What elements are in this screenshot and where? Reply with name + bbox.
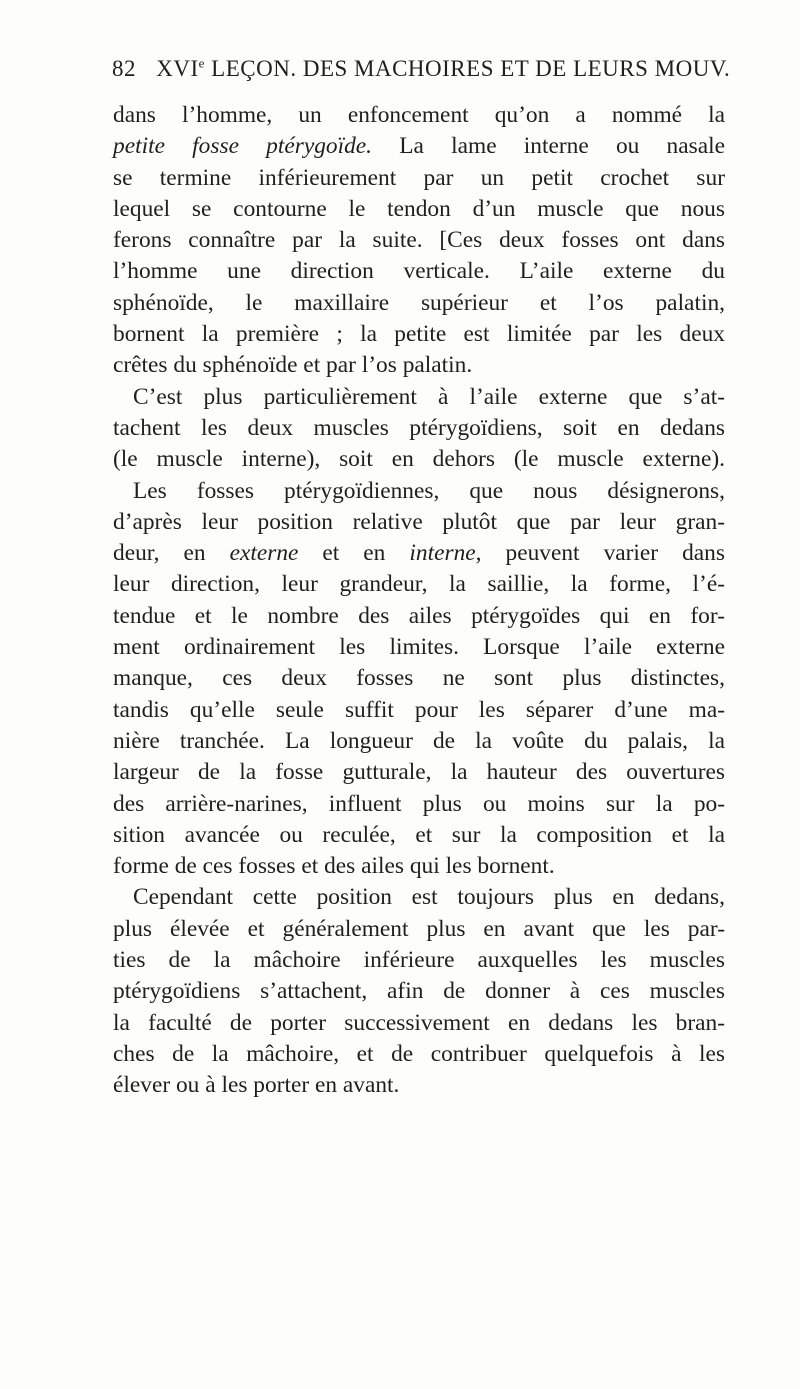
- body-text: [113, 100, 725, 1102]
- text-line: [113, 726, 725, 757]
- text-line: [113, 131, 725, 162]
- text-run: crêtes du sphénoïde et par l’os palatin.: [113, 352, 473, 379]
- text-line: [113, 350, 725, 381]
- text-line: [113, 444, 725, 475]
- text-run: dans l’homme, un enfoncement qu’on a nommé la: [113, 102, 725, 128]
- text-line: [113, 476, 725, 507]
- text-run: manque, ces deux fosses ne sont plus distinctes,: [113, 665, 725, 692]
- text-run: tendue et le nombre des ailes ptérygoïdes qui en for-: [113, 602, 725, 629]
- text-line: [113, 601, 725, 632]
- text-line: [113, 538, 725, 569]
- text-line: [113, 632, 725, 663]
- text-run: élever ou à les porter en avant.: [113, 1072, 400, 1099]
- text-run: leur direction, leur grandeur, la saillie, la forme, l’é-: [113, 571, 725, 598]
- text-run: ferons connaître par la suite. [Ces deux fosses ont dans: [113, 227, 725, 254]
- text-line: [113, 757, 725, 788]
- text-line: [113, 413, 725, 444]
- text-run: sition avancée ou reculée, et sur la composition et la: [113, 821, 725, 848]
- lecon-number: XVI: [156, 56, 199, 81]
- text-run: tachent les deux muscles ptérygoïdiens, soit en dedans: [113, 414, 725, 441]
- text-run: bornent la première ; la petite est limitée par les deux: [113, 321, 725, 348]
- text-run: , peuvent varier dans: [475, 540, 725, 567]
- text-run: d’après leur position relative plutôt que par leur gran-: [113, 508, 725, 535]
- text-line: [113, 1039, 725, 1070]
- text-line: [113, 163, 725, 194]
- text-line: [113, 820, 725, 851]
- italic-term: externe: [229, 540, 299, 567]
- text-line: [113, 851, 725, 882]
- text-run: ptérygoïdiens s’attachent, afin de donner à ces muscles: [113, 978, 725, 1005]
- text-run: (le muscle interne), soit en dehors (le muscle externe).: [113, 446, 725, 473]
- text-run: plus élevée et généralement plus en avant que les par-: [113, 915, 725, 942]
- text-line: [113, 945, 725, 976]
- text-run: des arrière-narines, influent plus ou moins sur la po-: [113, 790, 725, 817]
- text-line: [113, 695, 725, 726]
- text-run: et en: [298, 540, 410, 567]
- text-line: [113, 319, 725, 350]
- text-line: [113, 1070, 725, 1101]
- text-line: [113, 100, 725, 131]
- text-line: [113, 288, 725, 319]
- text-line: [113, 256, 725, 287]
- text-line: [113, 663, 725, 694]
- header-title: LEÇON. DES MACHOIRES ET DE LEURS MOUV.: [211, 56, 731, 81]
- italic-term: petite fosse ptérygoïde.: [113, 133, 373, 160]
- text-run: ment ordinairement les limites. Lorsque l’aile externe: [113, 634, 725, 661]
- text-run: forme de ces fosses et des ailes qui les bornent.: [113, 853, 555, 880]
- text-line: [113, 882, 725, 913]
- text-run: lequel se contourne le tendon d’un muscle que nous: [113, 195, 725, 222]
- text-run: nière tranchée. La longueur de la voûte du palais, la: [113, 727, 725, 754]
- text-run: la faculté de porter successivement en dedans les bran-: [113, 1009, 725, 1036]
- lecon-superscript: e: [198, 55, 205, 71]
- page-number: 82: [112, 56, 136, 81]
- text-run: largeur de la fosse gutturale, la hauteur des ouvertures: [113, 759, 725, 786]
- text-run: l’homme une direction verticale. L’aile externe du: [113, 258, 725, 285]
- text-line: [113, 789, 725, 820]
- text-run: se termine inférieurement par un petit crochet sur: [113, 164, 725, 191]
- text-run: tandis qu’elle seule suffit pour les séparer d’une ma-: [113, 696, 725, 723]
- text-line: [113, 976, 725, 1007]
- text-run: C’est plus particulièrement à l’aile externe que s’at-: [133, 383, 725, 410]
- text-line: [113, 225, 725, 256]
- text-run: Les fosses ptérygoïdiennes, que nous désignerons,: [133, 477, 725, 504]
- text-run: La lame interne ou nasale: [372, 133, 726, 160]
- text-run: ties de la mâchoire inférieure auxquelles les muscles: [113, 947, 725, 974]
- running-header: [112, 55, 731, 88]
- text-run: sphénoïde, le maxillaire supérieur et l’os palatin,: [113, 289, 725, 316]
- text-run: deur, en: [113, 540, 230, 567]
- italic-term: interne: [409, 540, 476, 567]
- text-run: Cependant cette position est toujours plus en dedans,: [133, 884, 725, 911]
- text-run: ches de la mâchoire, et de contribuer quelquefois à les: [113, 1040, 725, 1067]
- text-line: [113, 382, 725, 413]
- text-line: [113, 1008, 725, 1039]
- text-line: [113, 194, 725, 225]
- text-line: [113, 507, 725, 538]
- text-line: [113, 914, 725, 945]
- text-line: [113, 569, 725, 600]
